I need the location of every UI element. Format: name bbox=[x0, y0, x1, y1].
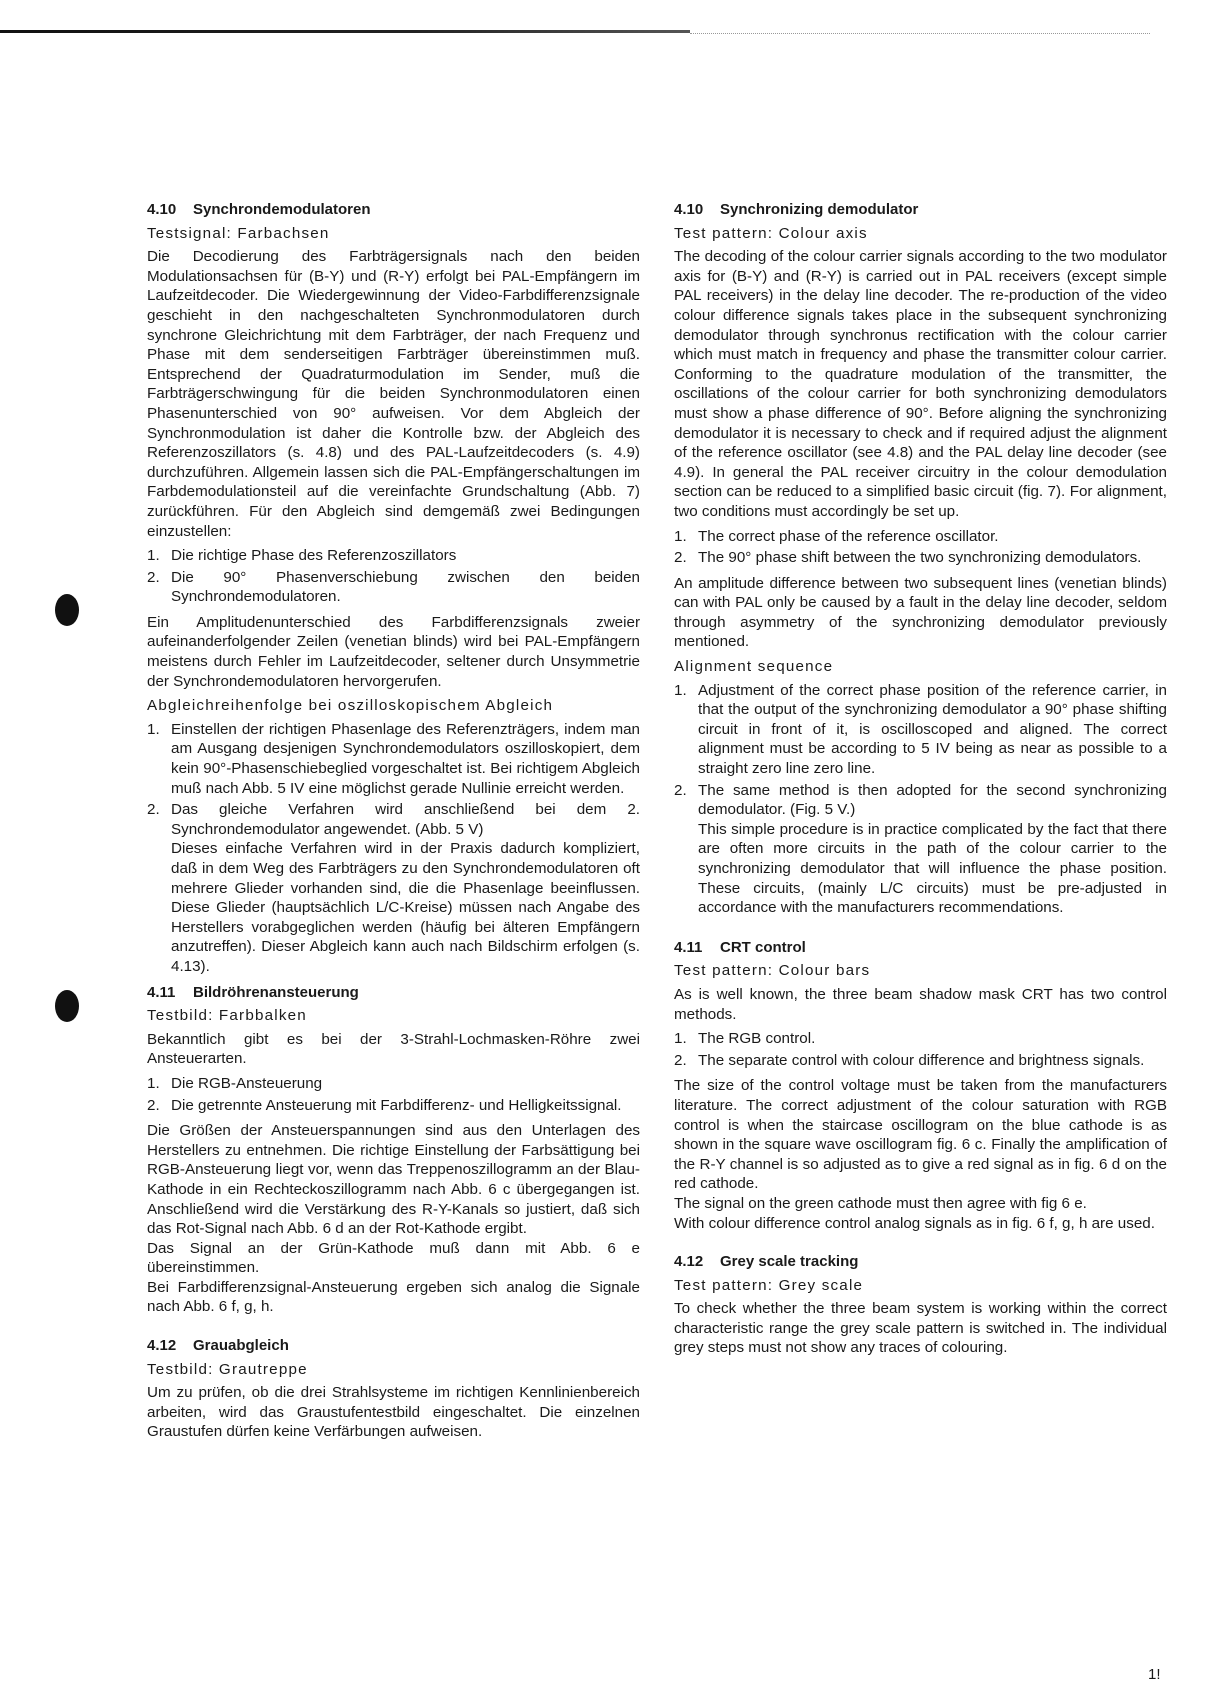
section-number: 4.11 bbox=[147, 983, 176, 1001]
list-item bbox=[674, 1051, 1167, 1071]
section-title: CRT control bbox=[720, 938, 806, 956]
list-number: 2. bbox=[147, 1096, 160, 1114]
paragraph: Bekanntlich gibt es bei der 3-Strahl-Lochmasken-Röhre zwei Ansteuerarten. bbox=[147, 1030, 640, 1068]
punch-hole bbox=[55, 990, 79, 1022]
condition-list bbox=[674, 527, 1167, 568]
list-number: 1. bbox=[147, 720, 160, 738]
list-number: 1. bbox=[147, 547, 160, 565]
list-item bbox=[147, 546, 640, 566]
list-number: 2. bbox=[147, 801, 160, 819]
paragraph: An amplitude difference between two subsequent lines (venetian blinds) can with PAL only be caused by a fault in the delay line decoder, seldom through asymmetry of the synchronizing demodulator previously mentioned. bbox=[674, 574, 1167, 651]
paragraph: Die Größen der Ansteuerspannungen sind aus den Unterlagen des Herstellers zu entnehmen. Die richtige Einstellung der Farbsättigung bei RGB-Ansteuerung liegt vor, wenn das Treppenoszillogramm an der Blau-Kathode in ein Rechteckoszillogramm nach Abb. 6 c übergegangen ist. Anschließend wird die Verstärkung des R-Y-Kanals so justiert, daß sich das Rot-Signal nach Abb. 6 d an der Rot-Kathode ergibt. bbox=[147, 1122, 640, 1238]
list-text: The same method is then adopted for the second synchronizing demodulator. (Fig. 5 V.) bbox=[698, 781, 1167, 819]
list-text: The correct phase of the reference oscillator. bbox=[698, 527, 999, 545]
test-signal-label: Test pattern: Colour axis bbox=[674, 224, 868, 242]
test-signal-label: Test pattern: Grey scale bbox=[674, 1276, 864, 1294]
section-number: 4.10 bbox=[674, 201, 704, 218]
section-heading bbox=[147, 200, 640, 220]
step-list bbox=[674, 681, 1167, 918]
list-text: Adjustment of the correct phase position of the reference carrier, in that the output of the synchronizing demodulator a 90° phase shifting circuit in front of it, is oscilloscoped and aligned. The correct alignment must be according to 5 IV being as near as possible to a straight zero line zero line. bbox=[698, 681, 1167, 778]
test-signal-label: Testsignal: Farbachsen bbox=[147, 224, 330, 242]
section-number: 4.11 bbox=[674, 938, 703, 956]
paragraph: Ein Amplitudenunterschied des Farbdifferenzsignals zweier aufeinanderfolgender Zeilen (venetian blinds) wird bei PAL-Empfängern meistens durch Fehler im Laufzeitdecoder, seltener durch Unsymmetrie der Synchrondemodulatoren hervorgerufen. bbox=[147, 613, 640, 690]
list-text: The 90° phase shift between the two synchronizing demodulators. bbox=[698, 549, 1142, 567]
list-item bbox=[674, 681, 1167, 779]
list-item bbox=[674, 1029, 1167, 1049]
list-item bbox=[147, 720, 640, 798]
list-text: Die getrennte Ansteuerung mit Farbdifferenz- und Helligkeitssignal. bbox=[171, 1096, 622, 1114]
condition-list bbox=[147, 546, 640, 607]
paragraph: Die Decodierung des Farbträgersignals nach den beiden Modulationsachsen für (B-Y) und (R-Y) erfolgt bei PAL-Empfängern im Laufzeitdecoder. Die Wiedergewinnung der Video-Farbdifferenzsignale geschieht in den nachgeschalteten Synchronmodulatoren durch synchrone Gleichrichtung mit dem Farbträger, der nach Frequenz und Phase mit dem senderseitigen Farbträger übereinstimmen muß. Entsprechend der Quadraturmodulation im Sender, muß die Farbträgerschwingung für die beiden Synchronmodulatoren einen Phasenunterschied von 90° aufweisen. Vor dem Abgleich der Synchronmodulation ist daher die Kontrolle bzw. der Abgleich des Referenzoszillators (s. 4.8) und des PAL-Laufzeitdecoders (s. 4.9) durchzuführen. Allgemein lassen sich die PAL-Empfängerschaltungen im Farbdemodulationsteil auf die vereinfachte Grundschaltung (Abb. 7) zurückführen. Für den Abgleich sind demgemäß zwei Bedingungen einzustellen: bbox=[147, 248, 640, 540]
list-text: The RGB control. bbox=[698, 1030, 816, 1048]
section-title: Synchrondemodulatoren bbox=[193, 201, 371, 218]
section-heading bbox=[674, 1252, 1167, 1272]
control-list bbox=[147, 1074, 640, 1115]
list-item bbox=[147, 1096, 640, 1116]
list-item bbox=[674, 548, 1167, 568]
punch-hole bbox=[55, 594, 79, 626]
section-title: Grauabgleich bbox=[193, 1337, 289, 1355]
paragraph: Bei Farbdifferenzsignal-Ansteuerung ergeben sich analog die Signale nach Abb. 6 f, g, h. bbox=[147, 1278, 640, 1316]
list-note: Dieses einfache Verfahren wird in der Praxis dadurch kompliziert, daß in dem Weg des Farbträgers zu den Synchrondemodulatoren oft mehrere Glieder vorhanden sind, die die Phasenlage beeinflussen. Diese Glieder (hauptsächlich L/C-Kreise) müssen nach Angabe des Herstellers vorabgeglichen werden (häufig bei älteren Empfängern anzutreffen). Dieser Abgleich kann auch nach Bildschirm erfolgen (s. 4.13). bbox=[171, 840, 640, 975]
list-text: Die 90° Phasenverschiebung zwischen den beiden Synchrondemodulatoren. bbox=[171, 568, 640, 606]
section-number: 4.12 bbox=[147, 1337, 177, 1355]
list-item bbox=[147, 568, 640, 607]
list-number: 1. bbox=[674, 527, 687, 545]
section-title: Grey scale tracking bbox=[720, 1253, 859, 1271]
list-number: 2. bbox=[674, 1051, 687, 1069]
list-number: 1. bbox=[674, 1030, 687, 1048]
test-signal-label: Test pattern: Colour bars bbox=[674, 962, 871, 980]
test-signal-label: Testbild: Grautreppe bbox=[147, 1360, 308, 1378]
list-item bbox=[674, 527, 1167, 547]
paragraph: As is well known, the three beam shadow mask CRT has two control methods. bbox=[674, 985, 1167, 1023]
page-number: 1! bbox=[1148, 1666, 1161, 1683]
paragraph: With colour difference control analog signals as in fig. 6 f, g, h are used. bbox=[674, 1214, 1155, 1232]
list-number: 2. bbox=[674, 781, 687, 799]
paragraph: The decoding of the colour carrier signals according to the two modulator axis for (B-Y) and (R-Y) is carried out in PAL receivers (except simple PAL receivers) in the delay line decoder. The re-production of the video colour difference signals takes place in the subsequent synchronizing demodulator through synchronus rectification with the colour carrier which must match in frequency and phase the transmitter colour carrier. Conforming to the quadrature modulation of the transmitter, the oscillations of the colour carrier for both synchronizing demodulators must show a phase difference of 90°. Before aligning the synchronizing demodulator it is necessary to check and if required adjust the alignment of the reference oscillator (see 4.8) and the PAL delay line decoder (see 4.9). In general the PAL receiver circuitry in the colour demodulation section can be reduced to a simplified basic circuit (fig. 7). For alignment, two conditions must accordingly be set up. bbox=[674, 248, 1167, 520]
paragraph: Um zu prüfen, ob die drei Strahlsysteme im richtigen Kennlinienbereich arbeiten, wird das Graustufentestbild eingeschaltet. Die einzelnen Graustufen dürfen keine Verfärbungen aufweisen. bbox=[147, 1384, 640, 1441]
paragraph: The signal on the green cathode must then agree with fig 6 e. bbox=[674, 1194, 1087, 1212]
list-text: Die richtige Phase des Referenzoszillators bbox=[171, 547, 457, 565]
section-heading bbox=[674, 200, 1167, 220]
list-item bbox=[147, 1074, 640, 1094]
list-number: 1. bbox=[674, 681, 687, 699]
paragraph: To check whether the three beam system is working within the correct characteristic range the grey scale pattern is switched in. The individual grey steps must not show any traces of colouring. bbox=[674, 1300, 1167, 1357]
list-text: The separate control with colour difference and brightness signals. bbox=[698, 1051, 1145, 1069]
section-number: 4.10 bbox=[147, 201, 177, 218]
section-title: Bildröhrenansteuerung bbox=[193, 983, 359, 1001]
step-list bbox=[147, 720, 640, 977]
list-text: Einstellen der richtigen Phasenlage des Referenzträgers, indem man am Ausgang desjenigen Synchrondemodulators oszilloskopiert, dem kein 90°-Phasenschiebeglied vorgeschaltet ist. Bei richtigem Abgleich muß nach Abb. 5 IV eine möglichst gerade Nullinie erreicht werden. bbox=[171, 720, 640, 797]
list-number: 2. bbox=[674, 549, 687, 567]
control-list bbox=[674, 1029, 1167, 1070]
subheading: Abgleichreihenfolge bei oszilloskopischem Abgleich bbox=[147, 697, 554, 715]
section-heading bbox=[147, 983, 640, 1003]
list-text: Das gleiche Verfahren wird anschließend bei dem 2. Synchrondemodulator angewendet. (Abb. 5 V) bbox=[171, 801, 640, 838]
list-number: 1. bbox=[147, 1074, 160, 1092]
section-number: 4.12 bbox=[674, 1253, 704, 1271]
list-note: This simple procedure is in practice complicated by the fact that there are often more circuits in the path of the colour carrier to the synchronizing demodulator that will influence the phase position. These circuits, (mainly L/C circuits) must be pre-adjusted in accordance with the manufacturers recommendations. bbox=[698, 820, 1167, 917]
section-heading bbox=[147, 1336, 640, 1356]
test-signal-label: Testbild: Farbbalken bbox=[147, 1007, 307, 1025]
paragraph: Das Signal an der Grün-Kathode muß dann mit Abb. 6 e übereinstimmen. bbox=[147, 1239, 640, 1277]
list-number: 2. bbox=[147, 568, 160, 586]
english-column bbox=[674, 200, 1167, 1363]
list-text: Die RGB-Ansteuerung bbox=[171, 1074, 323, 1092]
scan-edge-line bbox=[0, 30, 690, 33]
scan-edge-dots bbox=[690, 33, 1150, 35]
section-heading bbox=[674, 938, 1167, 958]
german-column bbox=[147, 200, 640, 1447]
subheading: Alignment sequence bbox=[674, 658, 834, 676]
paragraph: The size of the control voltage must be taken from the manufacturers literature. The correct adjustment of the colour saturation with RGB control is when the staircase oscillogram on the blue cathode is as shown in the square wave oscillogram fig. 6 c. Finally the amplification of the R-Y channel is so adjusted as to give a red signal as in fig. 6 d on the red cathode. bbox=[674, 1077, 1167, 1193]
section-title: Synchronizing demodulator bbox=[720, 201, 919, 218]
list-item bbox=[147, 800, 640, 976]
list-item bbox=[674, 781, 1167, 918]
